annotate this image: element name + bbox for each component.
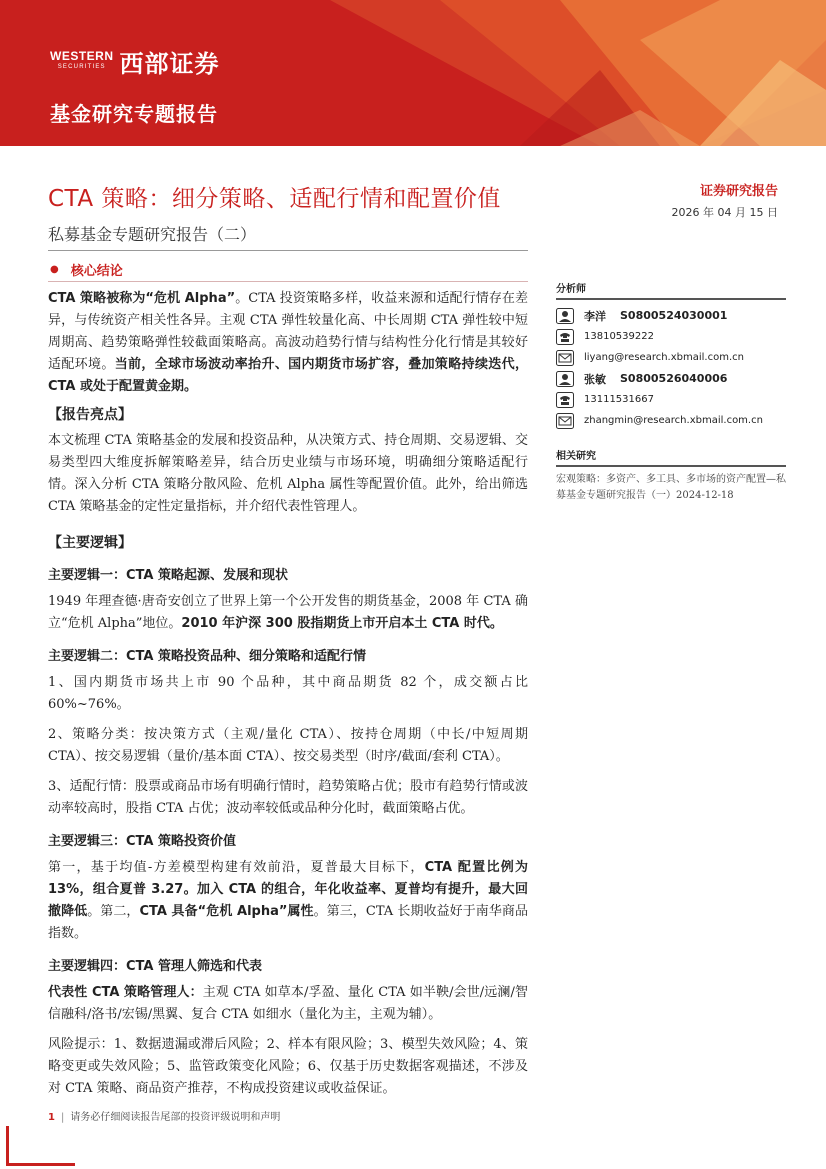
logic-1-paragraph: 1949 年理查德·唐奇安创立了世界上第一个公开发售的期货基金，2008 年 CTA 确立“危机 Alpha”地位。2010 年沪深 300 股指期货上市开启本土 CTA 时代。 — [48, 594, 528, 631]
phone-icon — [556, 329, 574, 345]
logic-3-heading: 主要逻辑三：CTA 策略投资价值 — [48, 834, 236, 849]
analyst-2-name: 张敏 — [584, 372, 606, 386]
report-type-label: 基金研究专题报告 — [50, 102, 218, 126]
header-banner — [0, 0, 826, 146]
logic-3-paragraph: 第一，基于均值-方差模型构建有效前沿，夏普最大目标下，CTA 配置比例为 13%，组合夏普 3.27。加入 CTA 的组合，年化收益率、夏普均有提升，最大回撤降低。第二，CTA 具备“危机 Alpha”属性。第三，CTA 长期收益好于南华商品指数。 — [48, 860, 528, 941]
logic-1-heading: 主要逻辑一：CTA 策略起源、发展和现状 — [48, 568, 288, 583]
report-title: CTA 策略：细分策略、适配行情和配置价值 — [48, 186, 501, 212]
header-divider — [48, 250, 528, 251]
logic-4-paragraph: 代表性 CTA 策略管理人：主观 CTA 如草本/孚盈、量化 CTA 如半鞅/会世/远澜/智信融科/洛书/宏锡/黑翼、复合 CTA 如细水（量化为主，主观为辅）。 — [48, 985, 528, 1022]
related-research-item[interactable]: 宏观策略：多资产、多工具、多市场的资产配置—私募基金专题研究报告（一）2024-12-18 — [556, 474, 786, 501]
analyst-1-phone-row — [556, 326, 786, 347]
risk-warning: 风险提示：1、数据遗漏或滞后风险；2、样本有限风险；3、模型失效风险；4、策略变更或失效风险；5、监管政策变化风险；6、仅基于历史数据客观描述，不涉及对 CTA 策略、商品资产推荐，不构成投资建议或收益保证。 — [48, 1037, 528, 1096]
main-content — [48, 257, 528, 1100]
logic-2-paragraph-2: 2、策略分类：按决策方式（主观/量化 CTA）、按持仓周期（中长/中短周期 CTA）、按交易逻辑（量价/基本面 CTA）、按交易类型（时序/截面/套利 CTA）。 — [48, 727, 528, 764]
logo-english: WESTERN SECURITIES — [50, 48, 114, 70]
logic-4-heading: 主要逻辑四：CTA 管理人筛选和代表 — [48, 959, 262, 974]
analyst-1-email[interactable]: liyang@research.xbmail.com.cn — [584, 352, 744, 363]
report-category-label: 证券研究报告 — [699, 184, 778, 199]
phone-icon — [556, 392, 574, 408]
logic-2-paragraph-3: 3、适配行情：股票或商品市场有明确行情时，趋势策略占优；股市有趋势行情或波动率较高时，股指 CTA 占优；波动率较低或品种分化时，截面策略占优。 — [48, 779, 528, 816]
person-icon — [556, 371, 574, 387]
analyst-2-email[interactable]: zhangmin@research.xbmail.com.cn — [584, 415, 763, 426]
page-footer — [48, 1108, 280, 1123]
email-icon — [556, 413, 574, 429]
analyst-2-row — [556, 368, 786, 389]
analyst-1-row — [556, 305, 786, 326]
company-logo — [50, 44, 220, 79]
footer-disclaimer: 请务必仔细阅读报告尾部的投资评级说明和声明 — [70, 1112, 281, 1123]
core-conclusion-paragraph: CTA 策略被称为“危机 Alpha”。CTA 投资策略多样，收益来源和适配行情存在差异，与传统资产相关性各异。主观 CTA 弹性较量化高、中长周期 CTA 弹性较中短周期高、趋势策略弹性较截面策略高。高波动趋势行情与结构性分化行情是其较好适配环境。当前，全球市场波动率抬升、国内期货市场扩容，叠加策略持续迭代，CTA 或处于配置黄金期。 — [48, 291, 528, 394]
page-number: 1 — [48, 1112, 55, 1123]
logic-2-heading: 主要逻辑二：CTA 策略投资品种、细分策略和适配行情 — [48, 649, 366, 664]
footer-separator: | — [60, 1112, 65, 1123]
related-research-heading: 相关研究 — [556, 447, 786, 467]
analyst-1-email-row — [556, 347, 786, 368]
analyst-2-phone-row — [556, 389, 786, 410]
analyst-1-name: 李洋 — [584, 309, 606, 323]
highlights-heading: 【报告亮点】 — [48, 407, 132, 423]
analyst-2-license: S0800526040006 — [620, 372, 728, 385]
person-icon — [556, 308, 574, 324]
corner-decoration — [6, 1126, 75, 1166]
highlights-paragraph: 本文梳理 CTA 策略基金的发展和投资品种，从决策方式、持仓周期、交易逻辑、交易类型四大维度拆解策略差异，结合历史业绩与市场环境，明确细分策略适配行情。深入分析 CTA 策略分散风险、危机 Alpha 属性等配置价值。此外，给出筛选 CTA 策略基金的定性定量指标，并介绍代表性管理人。 — [48, 433, 528, 514]
logo-chinese: 西部证券 — [119, 50, 220, 78]
logic-2-paragraph-1: 1、国内期货市场共上市 90 个品种，其中商品期货 82 个，成交额占比 60%~76%。 — [48, 675, 528, 712]
report-date: 2026 年 04 月 15 日 — [671, 206, 778, 219]
analyst-2-phone: 13111531667 — [584, 394, 654, 405]
analyst-1-license: S0800524030001 — [620, 309, 728, 322]
report-subtitle: 私募基金专题研究报告（二） — [48, 225, 257, 244]
sidebar — [556, 280, 786, 504]
analyst-1-phone: 13810539222 — [584, 331, 654, 342]
bullet-icon: ● — [50, 263, 59, 275]
core-conclusion-heading: ● 核心结论 — [48, 257, 528, 282]
analyst-2-email-row — [556, 410, 786, 431]
analysts-heading: 分析师 — [556, 280, 786, 300]
logic-heading: 【主要逻辑】 — [48, 535, 132, 551]
email-icon — [556, 350, 574, 366]
